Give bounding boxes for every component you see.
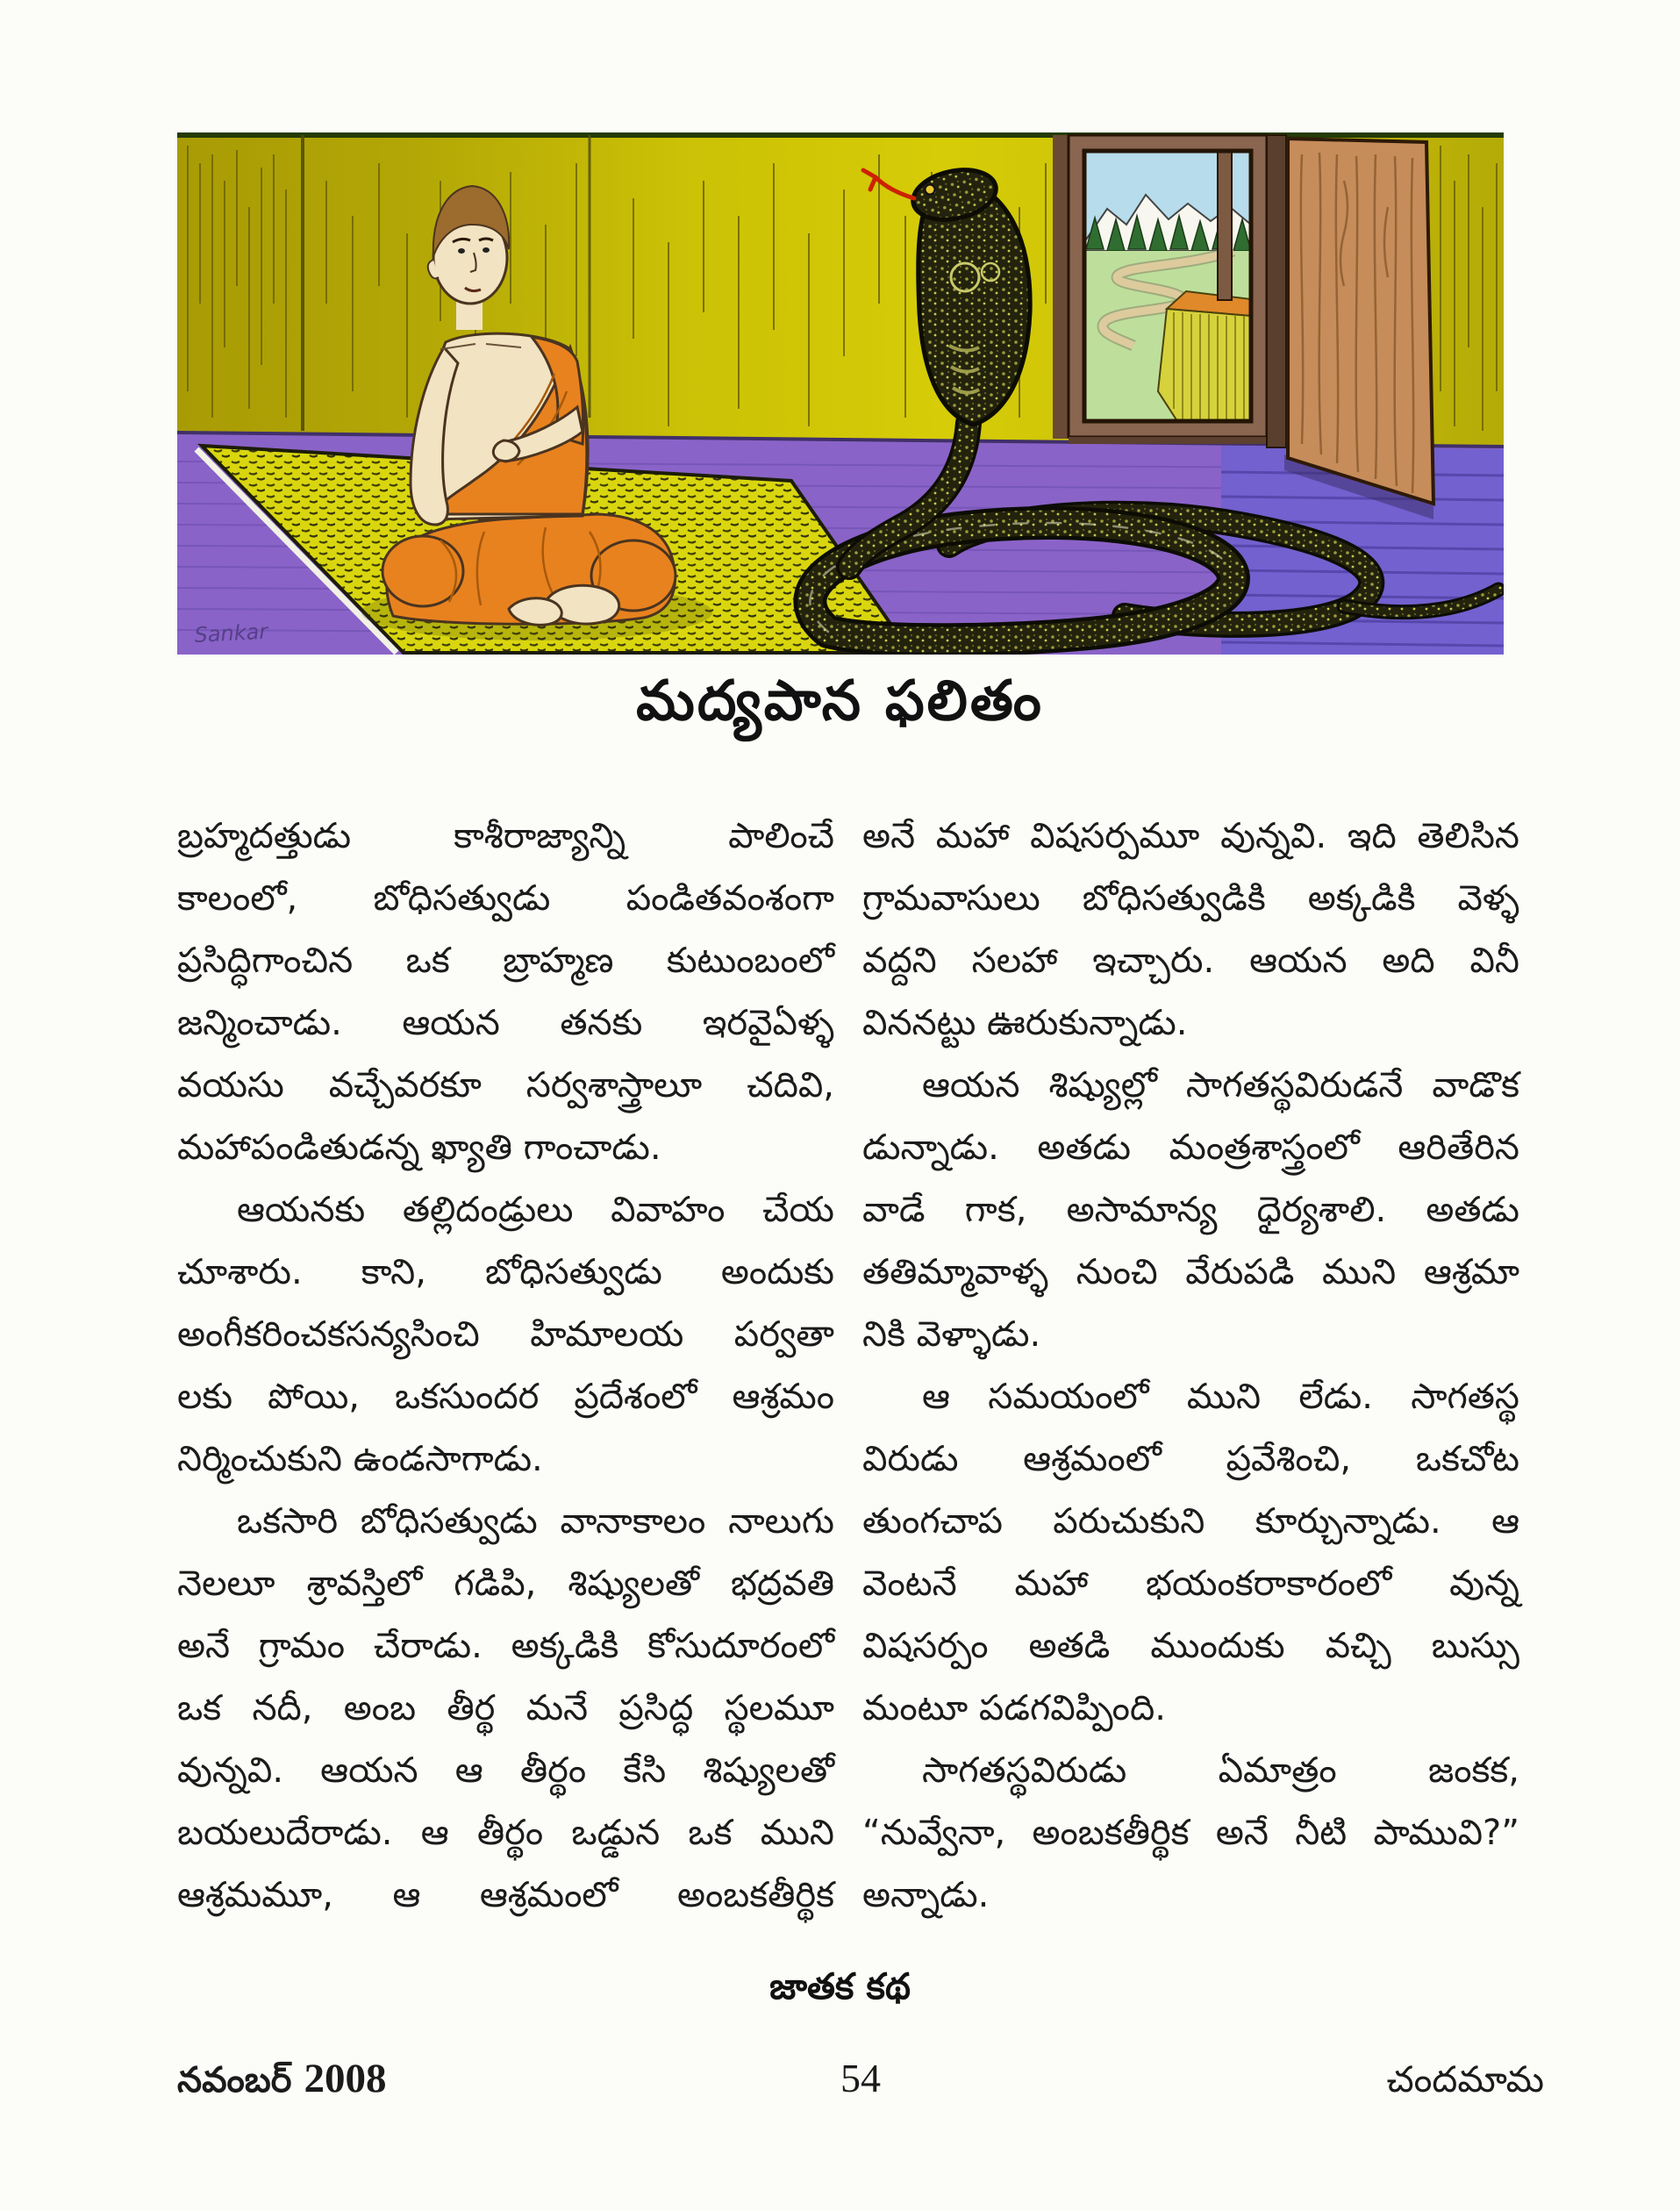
text-line: అనే గ్రామం చేరాడు. అక్కడికి కోసుదూరంలో <box>177 1626 834 1666</box>
text-line: గ్రామవాసులు బోధిసత్వుడికి అక్కడికి వెళ్ళ <box>862 878 1519 919</box>
story-illustration <box>177 128 1504 655</box>
text-line: వాడే గాక, అసామాన్య ధైర్యశాలి. అతడు <box>862 1190 1519 1230</box>
text-line: అన్నాడు. <box>862 1875 990 1915</box>
text-line: విననట్టు ఊరుకున్నాడు. <box>862 1003 1188 1043</box>
text-line: తుంగచాప పరుచుకుని కూర్చున్నాడు. ఆ <box>862 1501 1519 1542</box>
text-line: ఆయనకు తల్లిదండ్రులు వివాహం చేయ <box>237 1190 834 1230</box>
text-line: నికి వెళ్ళాడు. <box>862 1314 1041 1355</box>
text-line: కాలంలో, బోధిసత్వుడు పండితవంశంగా <box>177 878 834 919</box>
text-line: బయలుదేరాడు. ఆ తీర్థం ఒడ్డున ఒక ముని <box>177 1813 834 1853</box>
text-line: “నువ్వేనా, అంబకతీర్థిక అనే నీటి పామువి?” <box>862 1813 1519 1853</box>
window <box>1053 135 1267 444</box>
text-line: చూశారు. కాని, బోధిసత్వుడు అందుకు <box>177 1252 834 1292</box>
door <box>1267 135 1433 519</box>
text-line: మంటూ పడగవిప్పింది. <box>862 1688 1166 1728</box>
cobra-eye <box>926 185 935 195</box>
window-post <box>1218 151 1232 300</box>
monk-hand <box>493 440 519 462</box>
text-line: జన్మించాడు. ఆయన తనకు ఇరవైఏళ్ళ <box>177 1003 834 1043</box>
text-line: నిర్మించుకుని ఉండసాగాడు. <box>177 1439 543 1479</box>
footer-page-number: 54 <box>840 2056 881 2100</box>
text-line: విరుడు ఆశ్రమంలో ప్రవేశించి, ఒకచోట <box>862 1439 1519 1479</box>
text-line: బ్రహ్మదత్తుడు కాశీరాజ్యాన్ని పాలించే <box>177 816 834 856</box>
text-line: లకు పోయి, ఒకసుందర ప్రదేశంలో ఆశ్రమం <box>177 1377 834 1417</box>
artist-signature: Sankar <box>193 619 268 648</box>
right-column <box>862 805 1519 1927</box>
left-column <box>177 805 834 1927</box>
page-title: మద్యపాన ఫలితం <box>636 669 1044 733</box>
story-body <box>177 805 1519 1927</box>
text-line: వద్దని సలహా ఇచ్చారు. ఆయన అది వినీ <box>862 941 1519 981</box>
text-line: ఒక నదీ, అంబ తీర్థ మనే ప్రసిద్ధ స్థలమూ <box>177 1688 834 1728</box>
text-line: ఆశ్రమమూ, ఆ ఆశ్రమంలో అంబకతీర్థిక <box>177 1875 834 1915</box>
text-line: వున్నవి. ఆయన ఆ తీర్థం కేసి శిష్యులతో <box>177 1750 834 1791</box>
footer-month: నవంబర్ <box>177 2060 292 2100</box>
window-haystack <box>1158 291 1258 421</box>
text-line: వెంటనే మహా భయంకరాకారంలో వున్న <box>862 1563 1519 1604</box>
text-line: మహాపండితుడన్న ఖ్యాతి గాంచాడు. <box>177 1127 661 1168</box>
text-line: అంగీకరించకసన్యసించి హిమాలయ పర్వతా <box>177 1314 834 1355</box>
text-line: తతిమ్మావాళ్ళ నుంచి వేరుపడి ముని ఆశ్రమా <box>862 1252 1519 1292</box>
text-line: డున్నాడు. అతడు మంత్రశాస్త్రంలో ఆరితేరిన <box>862 1127 1519 1168</box>
text-line: సాగతస్థవిరుడు ఏమాత్రం జంకక, <box>922 1750 1519 1791</box>
text-line: అనే మహా విషసర్పమూ వున్నవి. ఇది తెలిసిన <box>862 816 1519 856</box>
text-line: ఆయన శిష్యుల్లో సాగతస్థవిరుడనే వాడొక <box>922 1065 1519 1106</box>
story-category-label: జాతక కథ <box>769 1965 911 2007</box>
text-line: ఆ సమయంలో ముని లేడు. సాగతస్థ <box>922 1377 1519 1417</box>
text-line: వయసు వచ్చేవరకూ సర్వశాస్త్రాలూ చదివి, <box>177 1065 834 1106</box>
text-line: ఒకసారి బోధిసత్వుడు వానాకాలం నాలుగు <box>237 1501 834 1542</box>
footer-issue-date <box>177 2055 840 2109</box>
text-line: విషసర్పం అతడి ముందుకు వచ్చి బుస్సు <box>862 1626 1519 1666</box>
footer-year: 2008 <box>304 2056 387 2101</box>
text-line: ప్రసిద్ధిగాంచిన ఒక బ్రాహ్మణ కుటుంబంలో <box>177 941 834 981</box>
page-footer <box>177 2055 1544 2109</box>
text-line: నెలలూ శ్రావస్తిలో గడిపి, శిష్యులతో భద్రవతి <box>177 1563 834 1604</box>
footer-magazine-name: చందమామ <box>1386 2058 1544 2100</box>
